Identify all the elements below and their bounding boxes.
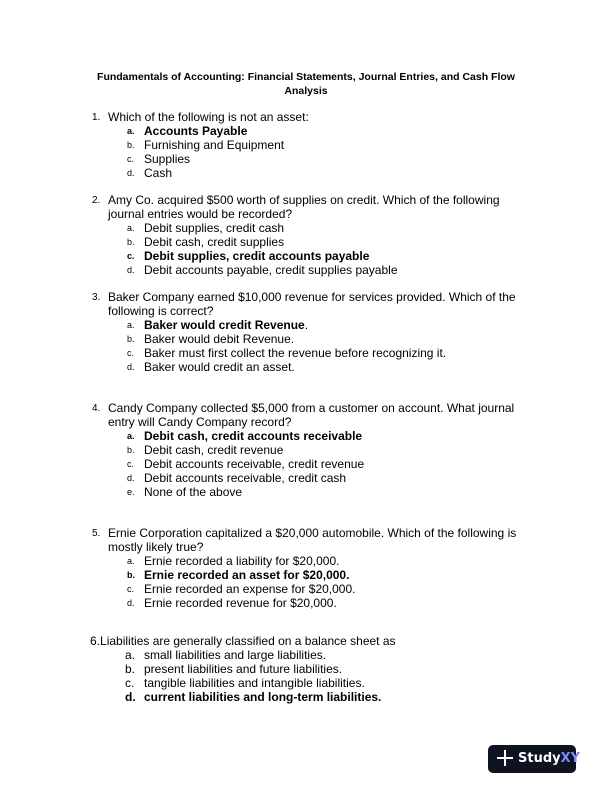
option-a (0, 429, 612, 443)
option-text: tangible liabilities and intangible liabilities. (144, 676, 365, 690)
document-title: Fundamentals of Accounting: Financial Statements, Journal Entries, and Cash Flow Analysis (97, 71, 515, 97)
option-text: Ernie recorded an expense for $20,000. (144, 582, 356, 596)
option-b (0, 443, 612, 457)
option-letter: d. (127, 168, 135, 178)
option-text: current liabilities and long-term liabilities. (144, 690, 382, 704)
option-letter: a. (127, 556, 135, 566)
option-text: Cash (144, 166, 173, 180)
logo-text-main: Study (518, 751, 561, 766)
question-text: Amy Co. acquired $500 worth of supplies on credit. Which of the following journal entries would be recorded? (108, 193, 500, 221)
option-text: Supplies (144, 152, 191, 166)
option-b (0, 138, 612, 152)
option-text: None of the above (144, 485, 243, 499)
option-letter: e. (127, 487, 135, 497)
question-text: Ernie Corporation capitalized a $20,000 automobile. Which of the following is mostly likely true? (108, 526, 517, 554)
option-d (0, 471, 612, 485)
option-text: Debit cash, credit supplies (144, 235, 285, 249)
option-text: Debit supplies, credit cash (144, 221, 285, 235)
option-b (0, 235, 612, 249)
plus-icon (497, 750, 513, 766)
option-a (0, 554, 612, 568)
option-c (0, 457, 612, 471)
question-text-line (90, 634, 510, 648)
logo-text-accent: XY (560, 751, 581, 766)
option-letter: c. (125, 676, 135, 690)
option-b (0, 662, 612, 676)
option-text: Debit accounts receivable, credit revenue (144, 457, 365, 471)
option-text: Ernie recorded revenue for $20,000. (144, 596, 337, 610)
option-letter: d. (127, 598, 135, 608)
option-c (0, 152, 612, 166)
option-text: Baker would debit Revenue. (144, 332, 295, 346)
option-text: Accounts Payable (144, 124, 248, 138)
option-text-wrap (144, 318, 308, 332)
option-text: Ernie recorded an asset for $20,000. (144, 568, 350, 582)
option-c (0, 676, 612, 690)
question-text: Liabilities are generally classified on a balance sheet as (100, 634, 396, 648)
option-letter: c. (127, 154, 135, 164)
option-letter: a. (125, 648, 136, 662)
question-number: 1. (92, 112, 101, 123)
option-text: Debit supplies, credit accounts payable (144, 249, 370, 263)
option-d (0, 166, 612, 180)
option-d (0, 596, 612, 610)
option-d (0, 263, 612, 277)
option-a (0, 221, 612, 235)
option-letter: b. (125, 662, 136, 676)
studyxy-logo (488, 745, 581, 773)
option-letter: d. (127, 473, 135, 483)
option-text: Debit accounts payable, credit supplies payable (144, 263, 398, 277)
option-text: Debit cash, credit revenue (144, 443, 284, 457)
option-text: Baker would credit an asset. (144, 360, 295, 374)
option-letter: d. (127, 265, 135, 275)
option-text: Debit accounts receivable, credit cash (144, 471, 347, 485)
option-letter: d. (127, 362, 135, 372)
option-b (0, 332, 612, 346)
option-letter: d. (125, 690, 136, 704)
question-text: Which of the following is not an asset: (108, 110, 309, 124)
logo-wordmark (518, 751, 580, 766)
option-letter: b. (127, 334, 135, 344)
option-text: small liabilities and large liabilities. (144, 648, 327, 662)
option-letter: a. (127, 223, 135, 233)
option-letter: a. (127, 126, 135, 136)
option-c (0, 582, 612, 596)
option-text: Ernie recorded a liability for $20,000. (144, 554, 340, 568)
question-text: Candy Company collected $5,000 from a customer on account. What journal entry will Candy Company record? (108, 401, 515, 429)
question-number: 2. (92, 195, 101, 206)
option-c (0, 249, 612, 263)
option-suffix: . (304, 318, 309, 332)
option-text: Debit cash, credit accounts receivable (144, 429, 363, 443)
option-d (0, 360, 612, 374)
option-a (0, 318, 612, 332)
option-text: Furnishing and Equipment (144, 138, 285, 152)
option-letter: c. (127, 584, 135, 594)
option-letter: b. (127, 570, 135, 580)
question-number: 5. (92, 528, 101, 539)
question-number: 3. (92, 292, 101, 303)
option-c (0, 346, 612, 360)
option-e (0, 485, 612, 499)
option-text: present liabilities and future liabilities. (144, 662, 343, 676)
option-letter: b. (127, 237, 135, 247)
option-letter: c. (127, 348, 135, 358)
option-b (0, 568, 612, 582)
option-letter: c. (127, 459, 135, 469)
option-d (0, 690, 612, 704)
option-a (0, 648, 612, 662)
option-text: Baker would credit Revenue (144, 318, 305, 332)
option-letter: c. (127, 251, 135, 261)
option-letter: b. (127, 445, 135, 455)
question-number: 6. (90, 634, 101, 648)
option-letter: a. (127, 431, 135, 441)
option-letter: b. (127, 140, 135, 150)
option-letter: a. (127, 320, 135, 330)
option-text: Baker must first collect the revenue before recognizing it. (144, 346, 447, 360)
question-number: 4. (92, 403, 101, 414)
option-a (0, 124, 612, 138)
question-text: Baker Company earned $10,000 revenue for services provided. Which of the following is correct? (108, 290, 516, 318)
